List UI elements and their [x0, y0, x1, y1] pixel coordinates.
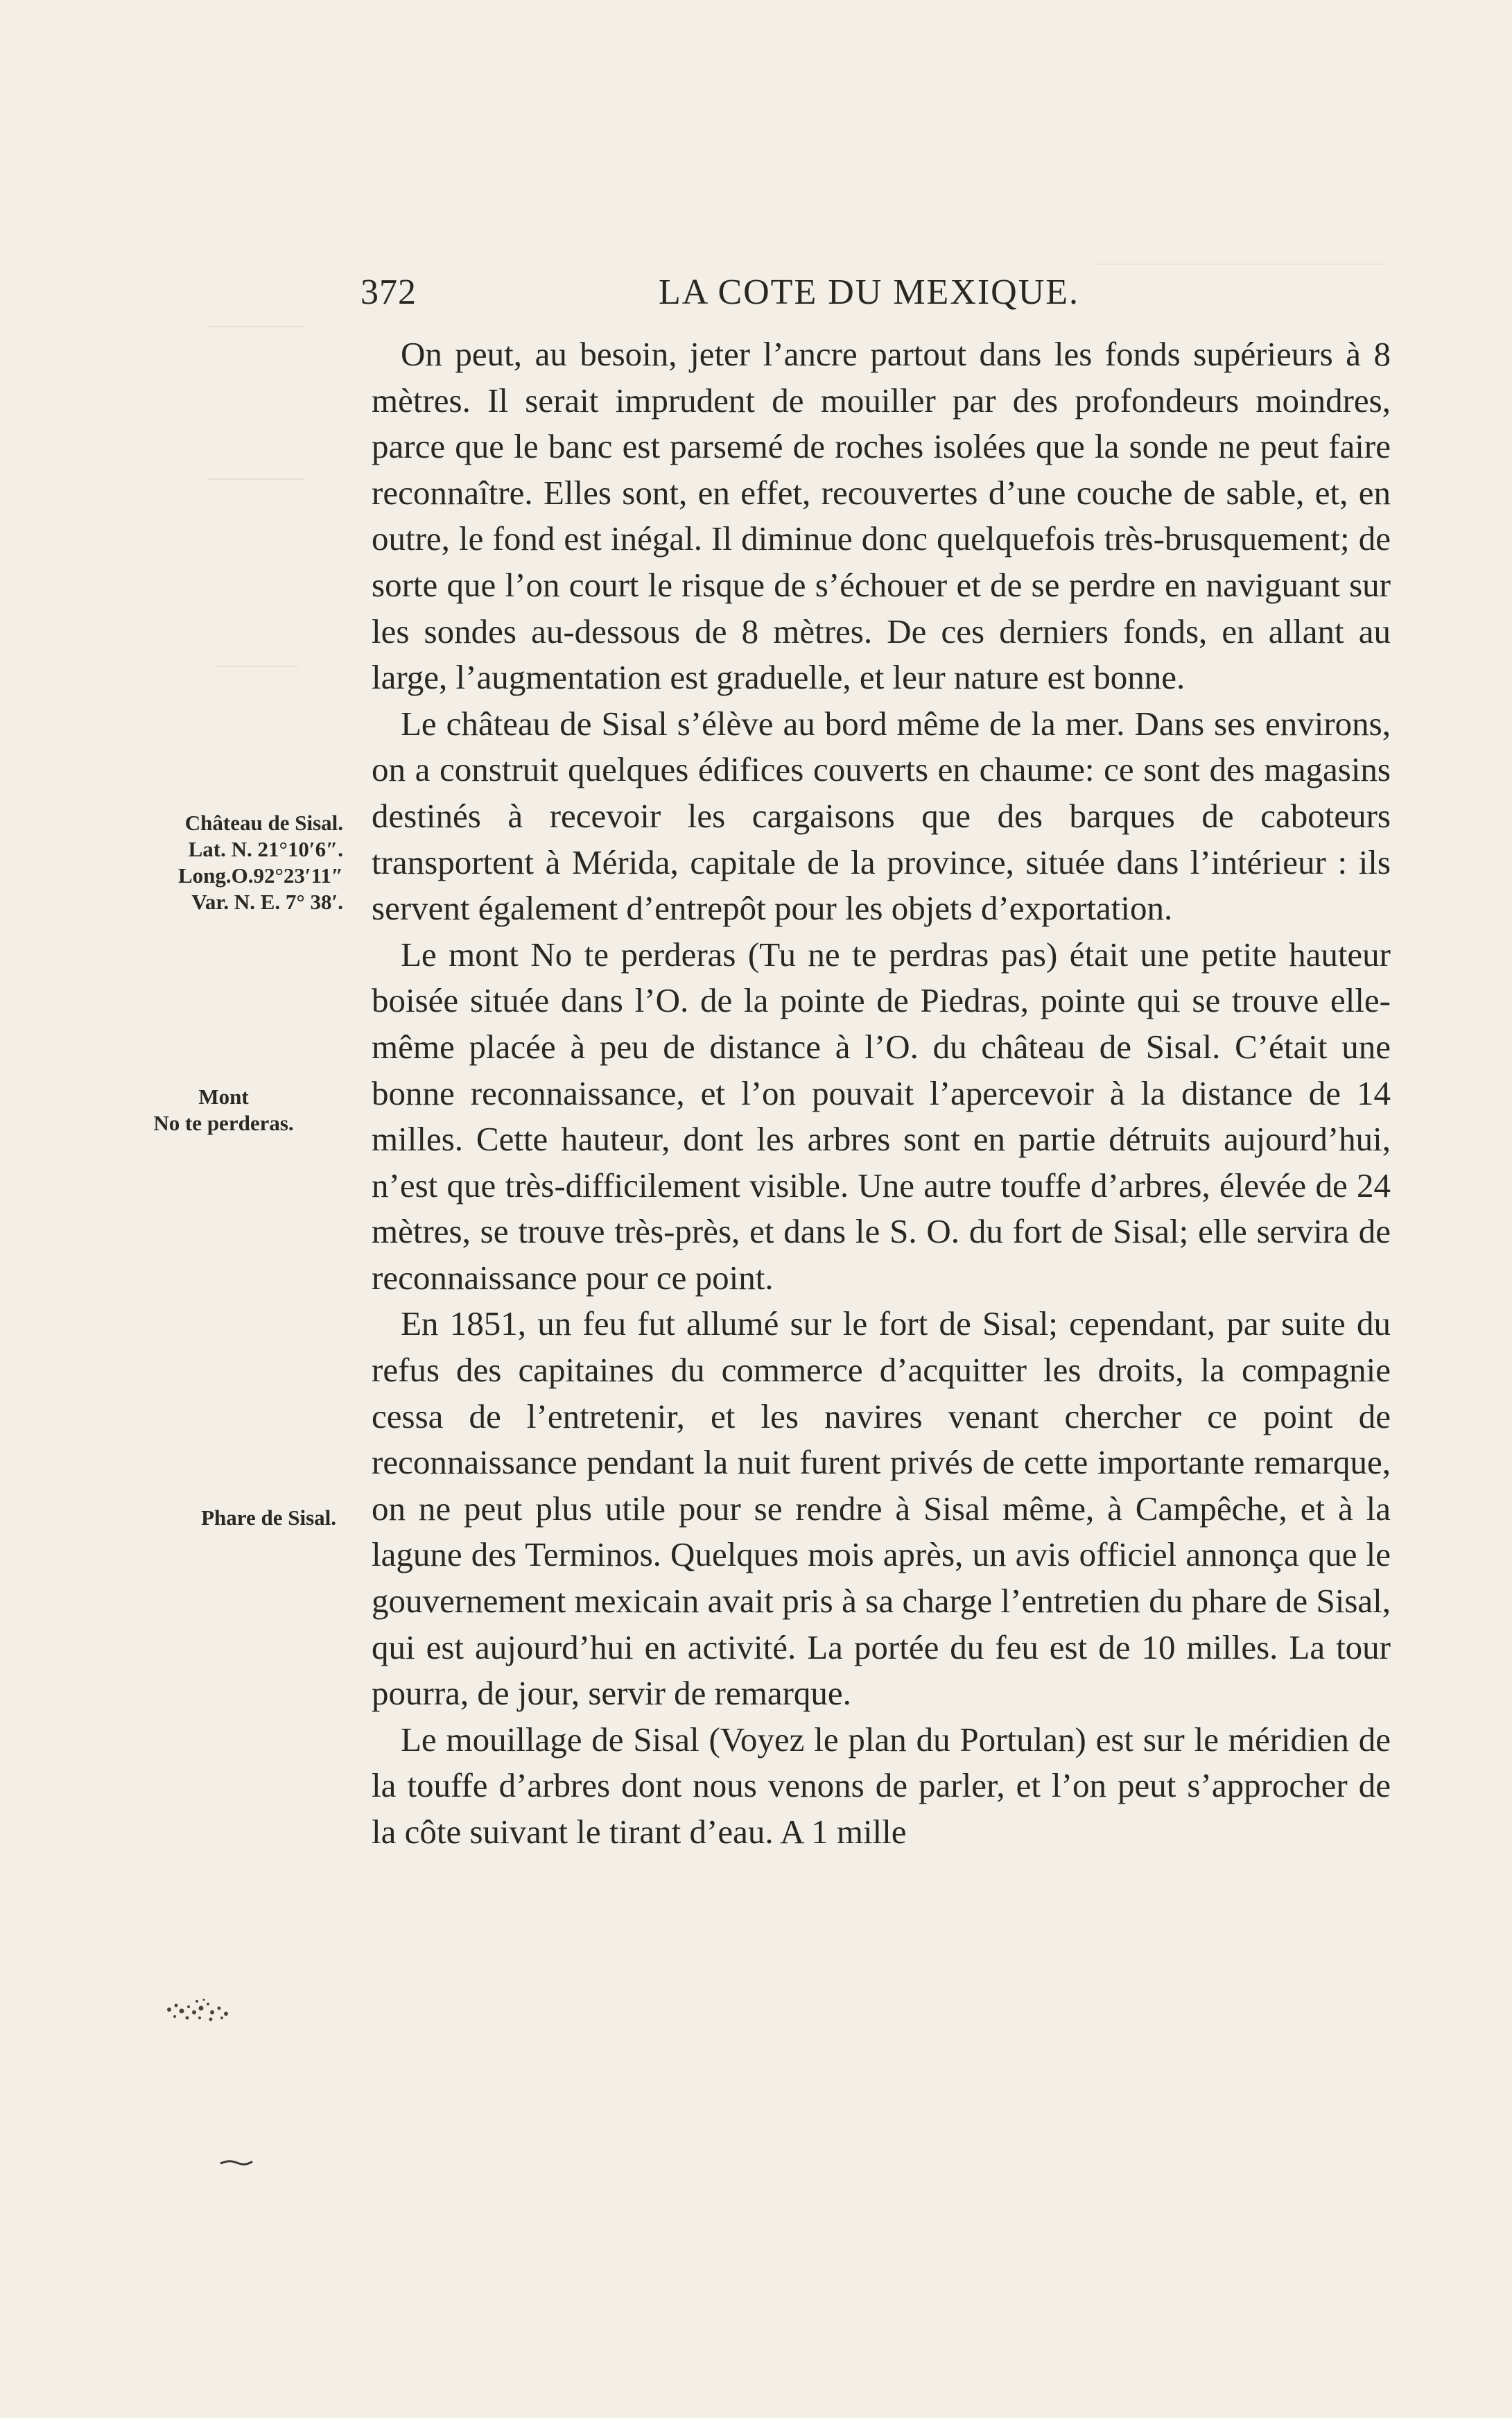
running-title: LA COTE DU MEXIQUE. [659, 273, 1080, 312]
paragraph-phare-sisal: En 1851, un feu fut allumé sur le fort de Sisal; cependant, par suite du refus des capitaines du commerce d’acquitter les droits, la compagnie cessa de l’entretenir, et les navires venant chercher ce point de reconnaissance pendant la nuit furent privés de cette importante remarque, on ne peut plus utile pour se rendre à Sisal même, à Campêche, et à la lagune des Terminos. Quelques mois après, un avis officiel annonça que le gouvernement mexicain avait pris à sa charge l’entretien du phare de Sisal, qui est aujourd’hui en activité. La portée du feu est de 10 milles. La tour pourra, de jour, servir de remarque. [372, 1304, 1391, 1713]
margin-note-line: Var. N. E. 7° 38′. [191, 890, 343, 914]
ink-stroke-mark [219, 2157, 254, 2168]
margin-note-phare [104, 1505, 336, 1531]
margin-note-line: No te perderas. [153, 1111, 294, 1135]
margin-note-chateau [104, 810, 343, 915]
margin-note-line: Mont [198, 1085, 249, 1109]
paragraph-mont-no-te-perderas: Le mont No te perderas (Tu ne te perdras pas) était une petite hauteur boisée située dans l’O. de la pointe de Piedras, pointe qui se trouve elle-même placée à peu de distance à l’O. du château de Sisal. C’était une bonne reconnaissance, et l’on pouvait l’apercevoir à la distance de 14 milles. Cette hauteur, dont les arbres sont en partie détruits aujourd’hui, n’est que très-difficilement visible. Une autre touffe d’arbres, élevée de 24 mètres, se trouve très-près, et dans le S. O. du fort de Sisal; elle servira de reconnaissance pour ce point. [372, 935, 1391, 1297]
page-number: 372 [360, 273, 417, 312]
bleed-through-mark [208, 326, 305, 376]
bleed-through-mark [208, 478, 305, 521]
margin-note-line: Lat. N. 21°10′6″. [188, 837, 343, 861]
bleed-through-mark [215, 666, 298, 709]
margin-note-line: Phare de Sisal. [201, 1505, 336, 1530]
margin-note-line: Château de Sisal. [184, 811, 343, 835]
bleed-through-mark [1095, 264, 1387, 266]
page-header [360, 272, 1373, 320]
paragraph-chateau-sisal: Le château de Sisal s’élève au bord même de la mer. Dans ses environs, on a construit quelques édifices couverts en chaume: ce sont des magasins destinés à recevoir les cargaisons que des barques de caboteurs transportent à Mérida, capitale de la province, située dans l’intérieur : ils servent également d’entrepôt pour les objets d’exportation. [372, 704, 1391, 928]
paragraph-mouillage-sisal: Le mouillage de Sisal (Voyez le plan du Portulan) est sur le méridien de la touffe d’arbres dont nous venons de parler, et l’on peut s’approcher de la côte suivant le tirant d’eau. A 1 mille [372, 1720, 1391, 1851]
ink-blot-ornament [161, 1996, 238, 2026]
main-text [372, 331, 1391, 1856]
margin-note-line: Long.O.92°23′11″ [177, 863, 343, 888]
margin-note-mont [104, 1084, 343, 1137]
paragraph-anchorage-depths: On peut, au besoin, jeter l’ancre partout dans les fonds supérieurs à 8 mètres. Il serait imprudent de mouiller par des profondeurs moindres, parce que le banc est parsemé de roches isolées que la sonde ne peut faire reconnaître. Elles sont, en effet, recouvertes d’une couche de sable, et, en outre, le fond est inégal. Il diminue donc quelquefois très-brusquement; de sorte que l’on court le risque de s’échouer et de se perdre en naviguant sur les sondes au-dessous de 8 mètres. De ces derniers fonds, en allant au large, l’augmentation est graduelle, et leur nature est bonne. [372, 335, 1391, 697]
